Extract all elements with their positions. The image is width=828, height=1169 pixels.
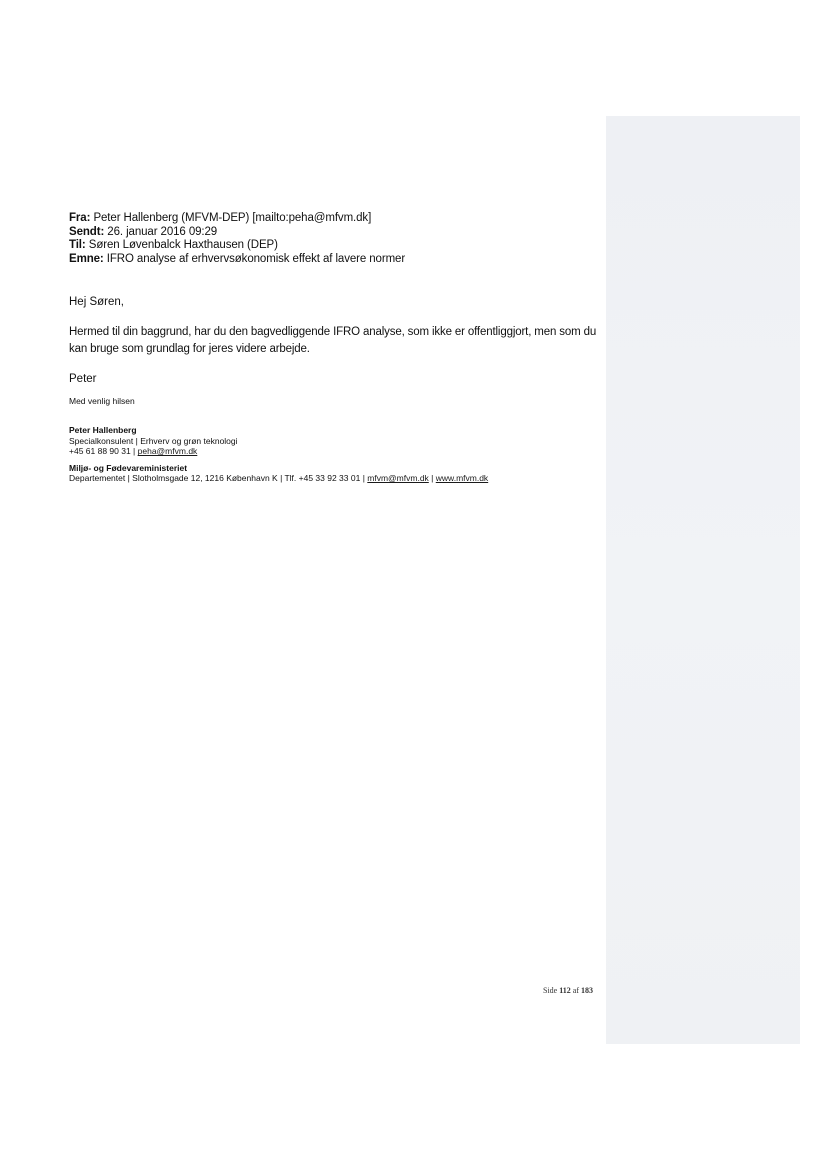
org-email-link[interactable]: mfvm@mfvm.dk bbox=[367, 473, 429, 484]
subject-label: Emne: bbox=[69, 252, 104, 265]
sent-line bbox=[69, 226, 609, 240]
page-number bbox=[543, 986, 593, 995]
signature-email-link[interactable]: peha@mfvm.dk bbox=[137, 446, 198, 457]
subject-value: IFRO analyse af erhvervsøkonomisk effekt af lavere normer bbox=[106, 252, 406, 265]
page-prefix: Side bbox=[543, 986, 558, 995]
from-label: Fra: bbox=[69, 212, 91, 224]
sent-label: Sendt: bbox=[69, 225, 105, 238]
from-value: Peter Hallenberg (MFVM-DEP) [mailto:peha@mfvm.dk] bbox=[93, 212, 372, 224]
page-of: af bbox=[572, 986, 580, 995]
scan-shading-strip bbox=[606, 116, 800, 1044]
signature-title: Specialkonsulent | Erhverv og grøn teknologi bbox=[69, 435, 238, 446]
sent-value: 26. januar 2016 09:29 bbox=[107, 225, 218, 238]
from-line bbox=[69, 212, 609, 226]
to-value: Søren Løvenbalck Haxthausen (DEP) bbox=[88, 239, 278, 252]
page-total: 183 bbox=[581, 986, 594, 995]
signature-contact bbox=[69, 446, 609, 457]
greeting: Hej Søren, bbox=[69, 296, 124, 309]
to-label: Til: bbox=[69, 239, 86, 252]
signature-org-block bbox=[69, 463, 609, 484]
to-line bbox=[69, 239, 609, 253]
link-separator: | bbox=[431, 473, 434, 484]
signature-name: Peter Hallenberg bbox=[69, 425, 137, 436]
website-link[interactable]: www.mfvm.dk bbox=[435, 473, 489, 484]
subject-line bbox=[69, 253, 609, 267]
signature-address: Departementet | Slotholmsgade 12, 1216 København K | Tlf. +45 33 92 33 01 | bbox=[69, 473, 365, 484]
signoff: Peter bbox=[69, 373, 97, 386]
signature-block bbox=[69, 425, 609, 457]
email-message bbox=[69, 212, 609, 484]
signature-address-line bbox=[69, 473, 609, 484]
page-current: 112 bbox=[559, 986, 571, 995]
email-body: Hermed til din baggrund, har du den bagvedliggende IFRO analyse, som ikke er offentliggjort, men som du kan bruge som grundlag for jeres videre arbejde. bbox=[69, 326, 597, 356]
signature-phone: +45 61 88 90 31 | bbox=[69, 446, 136, 457]
signature-org: Miljø- og Fødevareministeriet bbox=[69, 462, 188, 473]
regards: Med venlig hilsen bbox=[69, 396, 135, 407]
